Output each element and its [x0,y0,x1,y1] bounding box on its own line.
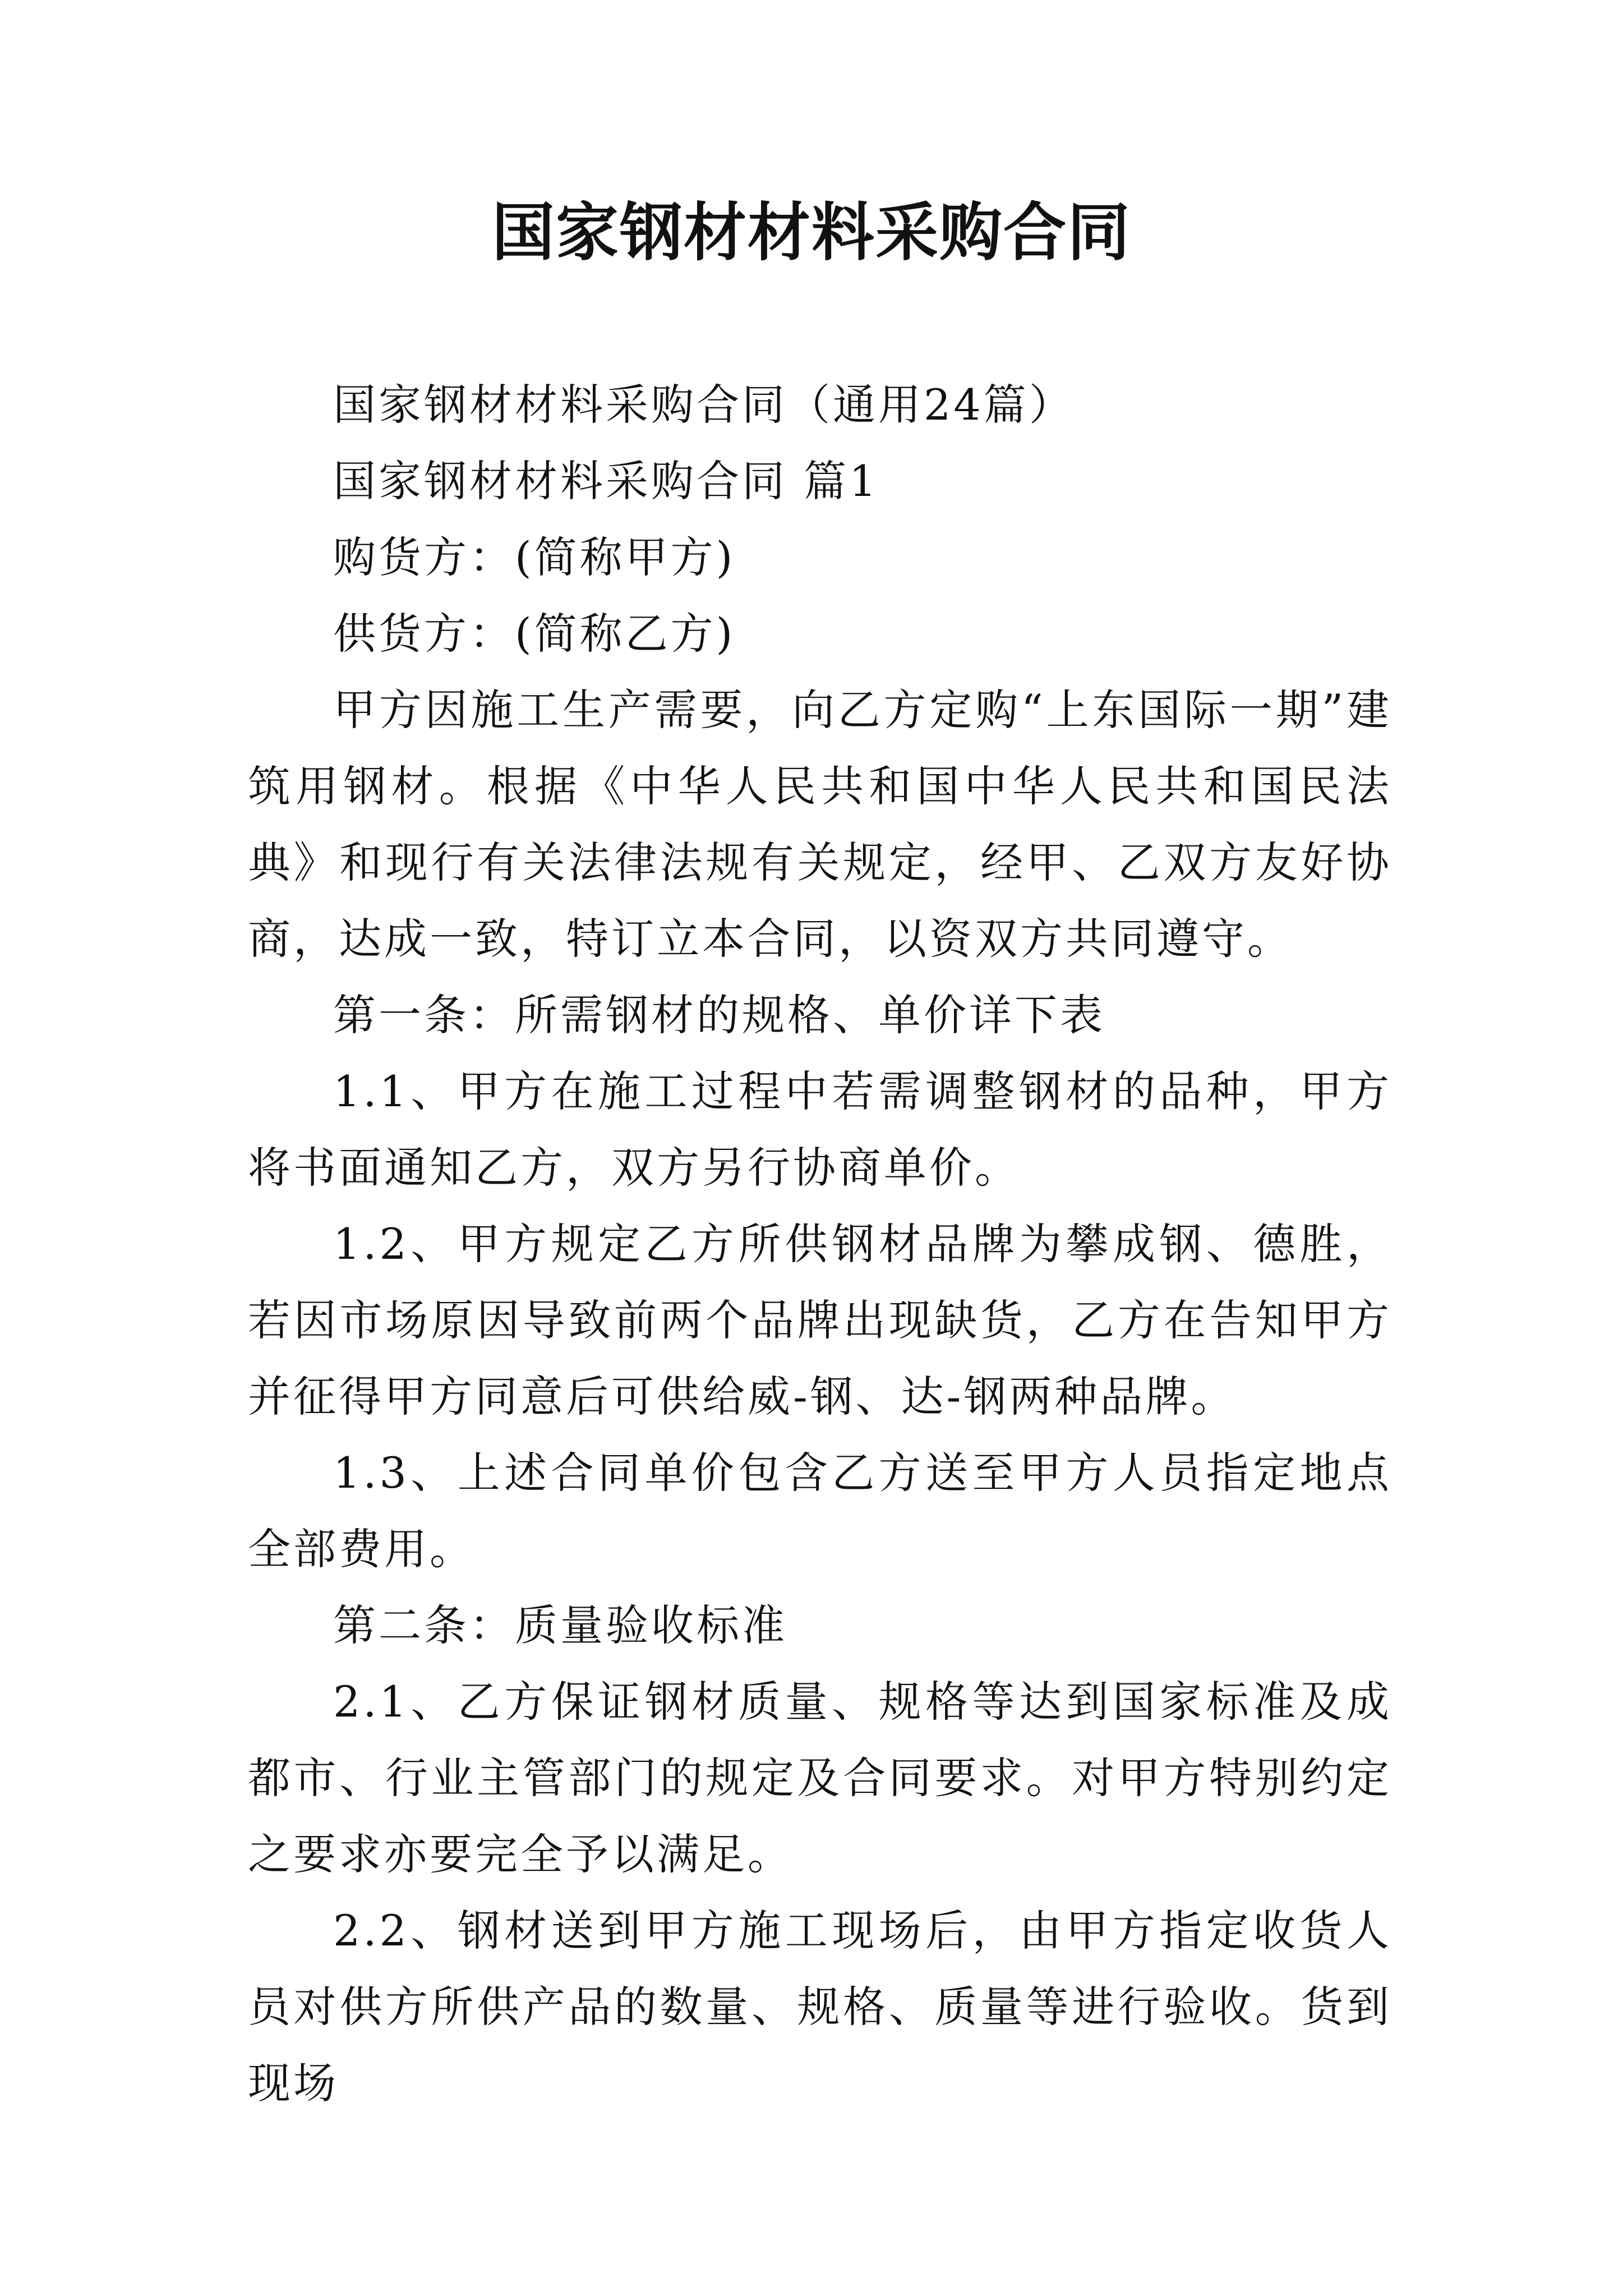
paragraph-clause-2-2: 2.2、钢材送到甲方施工现场后，由甲方指定收货人员对供方所供产品的数量、规格、质量等进行验收。货到现场 [248,1906,1392,2108]
paragraph-doc-subtitle: 国家钢材材料采购合同（通用24篇） [333,380,1075,430]
paragraph-article-heading: 国家钢材材料采购合同 篇1 [333,456,879,506]
paragraph-supplier: 供货方：(简称乙方) [333,609,736,659]
paragraph-buyer: 购货方：(简称甲方) [333,532,736,582]
paragraph-clause-1: 第一条：所需钢材的规格、单价详下表 [333,990,1105,1040]
paragraph-clause-2-1: 2.1、乙方保证钢材质量、规格等达到国家标准及成都市、行业主管部门的规定及合同要求。对甲方特别约定之要求亦要完全予以满足。 [248,1677,1392,1879]
paragraph-clause-1-3: 1.3、上述合同单价包含乙方送至甲方人员指定地点全部费用。 [248,1448,1392,1574]
document-title: 国家钢材材料采购合同 [492,196,1131,269]
paragraph-clause-1-2: 1.2、甲方规定乙方所供钢材品牌为攀成钢、德胜，若因市场原因导致前两个品牌出现缺货，乙方在告知甲方并征得甲方同意后可供给威-钢、达-钢两种品牌。 [248,1219,1392,1421]
paragraph-preamble: 甲方因施工生产需要，向乙方定购“上东国际一期”建筑用钢材。根据《中华人民共和国中华人民共和国民法典》和现行有关法律法规有关规定，经甲、乙双方友好协商，达成一致，特订立本合同，以资双方共同遵守。 [248,685,1392,964]
paragraph-clause-1-1: 1.1、甲方在施工过程中若需调整钢材的品种，甲方将书面通知乙方，双方另行协商单价。 [248,1066,1392,1193]
document-body [248,367,1392,2122]
paragraph-clause-2: 第二条：质量验收标准 [333,1600,787,1650]
